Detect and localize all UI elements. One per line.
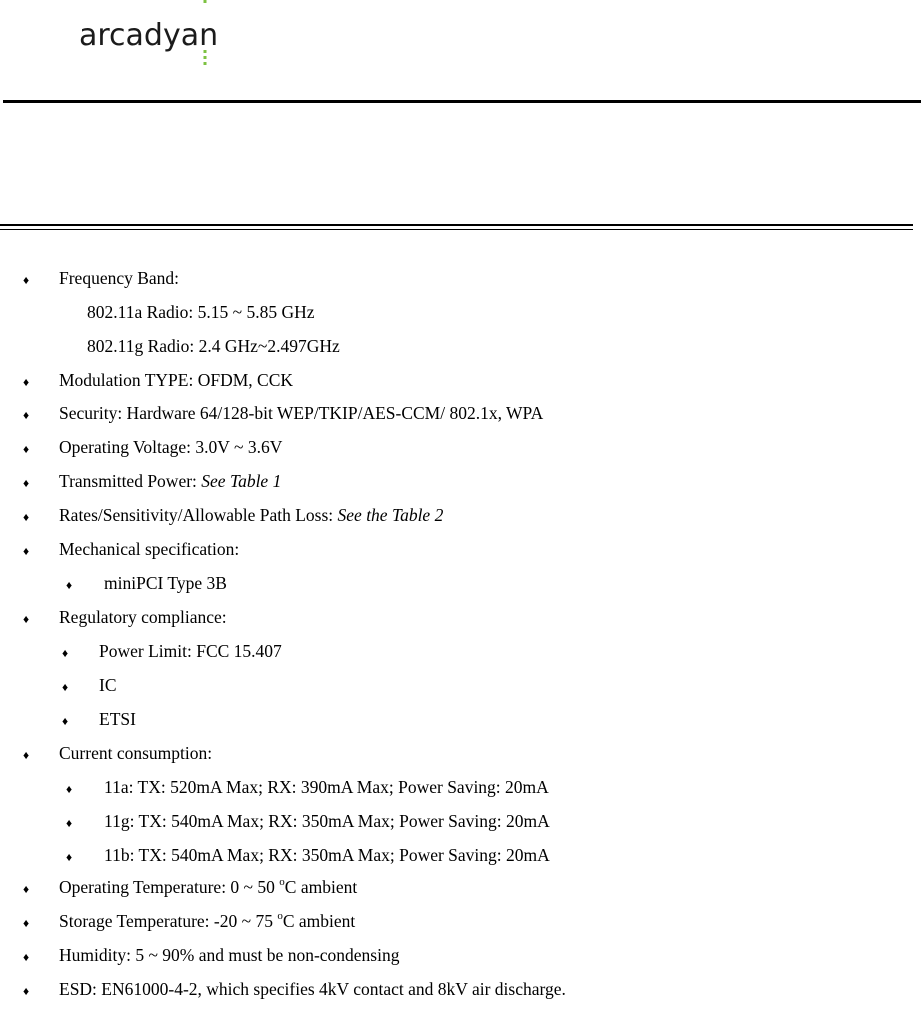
modulation-text: Modulation TYPE: OFDM, CCK: [59, 370, 294, 390]
sub-bullet-icon: ♦: [66, 816, 73, 830]
sub-bullet-icon: ♦: [66, 782, 73, 796]
header-divider: [3, 100, 921, 103]
bullet-icon: ♦: [23, 544, 30, 558]
sub-bullet-icon: ♦: [66, 578, 73, 592]
regulatory-item: Power Limit: FCC 15.407: [99, 641, 282, 661]
operating-temperature-text: [59, 876, 358, 897]
storage-temp-after: C ambient: [282, 911, 356, 931]
regulatory-item: IC: [99, 675, 117, 695]
sub-bullet-icon: ♦: [62, 680, 69, 694]
transmitted-power-ref: See Table 1: [201, 471, 282, 491]
current-item: 11g: TX: 540mA Max; RX: 350mA Max; Power Saving: 20mA: [104, 811, 550, 831]
bullet-icon: ♦: [23, 408, 30, 422]
arcadyan-logo: [79, 0, 259, 70]
bullet-icon: ♦: [23, 984, 30, 998]
frequency-radio-a: 802.11a Radio: 5.15 ~ 5.85 GHz: [87, 302, 315, 322]
mechanical-item: miniPCI Type 3B: [104, 573, 227, 593]
storage-temperature-text: [59, 910, 356, 931]
bullet-icon: ♦: [23, 950, 30, 964]
regulatory-item: ETSI: [99, 709, 136, 729]
storage-temp-before: Storage Temperature: -20 ~ 75: [59, 911, 278, 931]
bullet-icon: ♦: [23, 476, 30, 490]
rates-label: Rates/Sensitivity/Allowable Path Loss:: [59, 505, 338, 525]
bullet-icon: ♦: [23, 375, 30, 389]
sub-bullet-icon: ♦: [62, 714, 69, 728]
op-temp-after: C ambient: [284, 877, 358, 897]
section-divider-thick: [0, 224, 913, 226]
bullet-icon: ♦: [23, 612, 30, 626]
bullet-icon: ♦: [23, 442, 30, 456]
bullet-icon: ♦: [23, 882, 30, 896]
logo-wordmark: arcadyan: [79, 18, 219, 53]
frequency-radio-g: 802.11g Radio: 2.4 GHz~2.497GHz: [87, 336, 340, 356]
current-item: 11b: TX: 540mA Max; RX: 350mA Max; Power Saving: 20mA: [104, 845, 550, 865]
sub-bullet-icon: ♦: [62, 646, 69, 660]
transmitted-power-text: [59, 473, 281, 491]
humidity-text: Humidity: 5 ~ 90% and must be non-condensing: [59, 945, 400, 965]
voltage-text: Operating Voltage: 3.0V ~ 3.6V: [59, 437, 283, 457]
regulatory-label: Regulatory compliance:: [59, 607, 227, 627]
transmitted-power-label: Transmitted Power:: [59, 471, 202, 491]
bullet-icon: ♦: [23, 273, 30, 287]
degree-mark: o: [277, 910, 283, 922]
current-label: Current consumption:: [59, 743, 213, 763]
section-divider-thin: [0, 229, 913, 230]
current-item: 11a: TX: 520mA Max; RX: 390mA Max; Power Saving: 20mA: [104, 777, 549, 797]
bullet-icon: ♦: [23, 510, 30, 524]
frequency-band-label: Frequency Band:: [59, 268, 180, 288]
security-text: Security: Hardware 64/128-bit WEP/TKIP/AES-CCM/ 802.1x, WPA: [59, 403, 544, 423]
rates-text: [59, 507, 443, 525]
arcadyan-logo-mark: [79, 0, 259, 70]
esd-text: ESD: EN61000-4-2, which specifies 4kV contact and 8kV air discharge.: [59, 979, 566, 999]
op-temp-before: Operating Temperature: 0 ~ 50: [59, 877, 280, 897]
degree-mark: o: [279, 876, 285, 888]
bullet-icon: ♦: [23, 748, 30, 762]
bullet-icon: ♦: [23, 916, 30, 930]
mechanical-label: Mechanical specification:: [59, 539, 240, 559]
sub-bullet-icon: ♦: [66, 850, 73, 864]
rates-ref: See the Table 2: [337, 505, 444, 525]
